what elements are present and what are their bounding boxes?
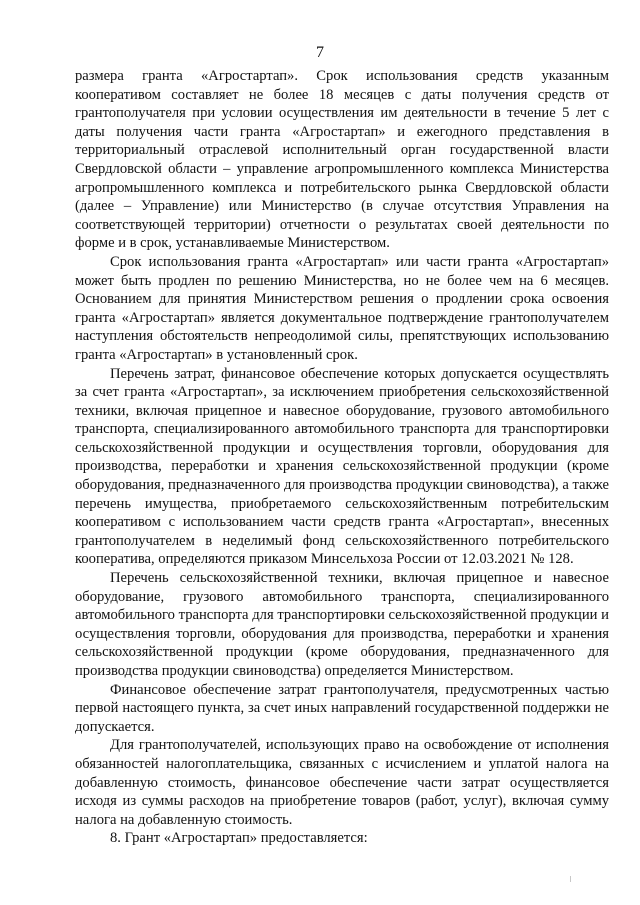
paragraph-term-extension: Срок использования гранта «Агростартап» или части гранта «Агростартап» может быть продлен по решению Министерства, но не более чем на 6 месяцев. Основанием для принятия Министерством решения о продлении срока освоения гранта «Агростартап» является документальное подтверждение грантополучателем наступления обстоятельств непреодолимой силы, препятствующих использованию гранта «Агростартап» в установленный срок. xyxy=(75,253,609,363)
paragraph-other-support-prohibited: Финансовое обеспечение затрат грантополучателя, предусмотренных частью первой настоящего пункта, за счет иных направлений государственной поддержки не допускается. xyxy=(75,681,609,735)
scan-artifact-mark xyxy=(570,876,571,882)
page-number: 7 xyxy=(316,44,324,61)
paragraph-vat-exemption: Для грантополучателей, использующих право на освобождение от исполнения обязанностей налогоплательщика, связанных с исчислением и уплатой налога на добавленную стоимость, финансовое обеспечение части затрат осуществляется исходя из суммы расходов на приобретение товаров (работ, услуг), включая сумму налога на добавленную стоимость. xyxy=(75,737,609,828)
paragraph-section-8-heading: 8. Грант «Агростартап» предоставляется: xyxy=(110,830,368,847)
paragraph-equipment-list: Перечень сельскохозяйственной техники, включая прицепное и навесное оборудование, грузового автомобильного транспорта, специализированного автомобильного транспорта для транспортировки сельскохозяйственной продукции и осуществления торговли, оборудования для производства, переработки и хранения сельскохозяйственной продукции (кроме оборудования, предназначенного для производства продукции свиноводства) определяется Министерством. xyxy=(75,570,609,679)
paragraph-cost-list: Перечень затрат, финансовое обеспечение которых допускается осуществлять за счет гранта «Агростартап», за исключением приобретения сельскохозяйственной техники, включая прицепное и навесное оборудование, грузового автомобильного транспорта, специализированного автомобильного транспорта для транспортировки сельскохозяйственной продукции и осуществления торговли, оборудования для производства, переработки и хранения сельскохозяйственной продукции (кроме оборудования, предназначенного для производства продукции свиноводства), а также перечень имущества, приобретаемого сельскохозяйственным потребительским кооперативом с использованием части средств гранта «Агростартап», внесенных грантополучателем в неделимый фонд сельскохозяйственного потребительского кооператива, определяются приказом Минсельхоза России от 12.03.2021 № 128. xyxy=(75,365,609,568)
document-body xyxy=(75,67,609,848)
paragraph-grant-usage-term: размера гранта «Агростартап». Срок использования средств указанным кооперативом составляет не более 18 месяцев с даты получения средств от грантополучателя при условии осуществления им деятельности в течение 5 лет с даты получения части гранта «Агростартап» и ежегодного представления в территориальный отраслевой исполнительный орган государственной власти Свердловской области – управление агропромышленного комплекса Министерства агропромышленного комплекса и потребительского рынка Свердловской области (далее – Управление) или Министерство (в случае отсутствия Управления на соответствующей территории) отчетности о результатах своей деятельности по форме и в срок, устанавливаемые Министерством. xyxy=(75,68,609,252)
